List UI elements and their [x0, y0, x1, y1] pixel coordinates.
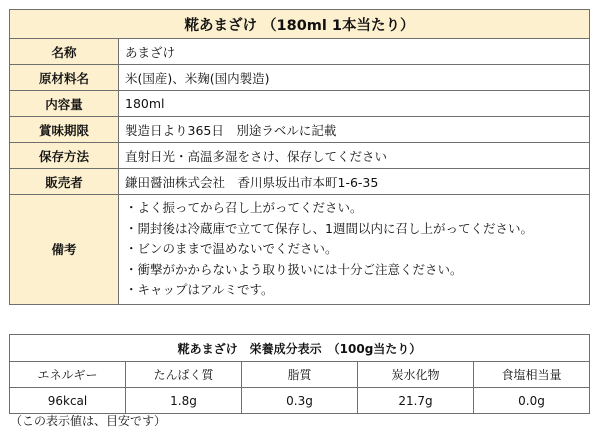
table-row: [10, 195, 590, 305]
nutrition-header-fat: 脂質: [242, 362, 358, 388]
nutrition-header-protein: たんぱく質: [126, 362, 242, 388]
nutrition-table: [9, 334, 590, 414]
table-row: [10, 143, 590, 169]
row-value-storage: 直射日光・高温多湿をさけ、保存してください: [119, 143, 590, 169]
product-info-table: [9, 9, 590, 305]
nutrition-value-fat: 0.3g: [242, 388, 358, 414]
table-row: [10, 91, 590, 117]
note-line: ・ビンのままで温めないでください。: [125, 241, 338, 257]
nutrition-table-title: 糀あまざけ 栄養成分表示 （100g当たり）: [10, 335, 590, 362]
note-line: ・キャップはアルミです。: [125, 282, 274, 298]
note-line: ・開封後は冷蔵庫で立てて保存し、1週間以内に召し上がってください。: [125, 220, 533, 236]
row-label-seller: 販売者: [10, 169, 119, 195]
row-value-seller: 鎌田醤油株式会社 香川県坂出市本町1-6-35: [119, 169, 590, 195]
row-value-name: あまざけ: [119, 39, 590, 65]
table-row: [10, 169, 590, 195]
note-line: ・衝撃がかからないよう取り扱いには十分ご注意ください。: [125, 261, 463, 277]
table-row: [10, 39, 590, 65]
table-row: [10, 65, 590, 91]
row-label-name: 名称: [10, 39, 119, 65]
row-label-volume: 内容量: [10, 91, 119, 117]
notes-list: [119, 195, 590, 305]
table-row: [10, 117, 590, 143]
footnote: （この表示値は、目安です）: [10, 414, 167, 428]
row-value-best-before: 製造日より365日 別途ラベルに記載: [119, 117, 590, 143]
table-row: [10, 388, 590, 414]
nutrition-value-protein: 1.8g: [126, 388, 242, 414]
nutrition-value-salt: 0.0g: [474, 388, 590, 414]
row-label-storage: 保存方法: [10, 143, 119, 169]
nutrition-value-energy: 96kcal: [10, 388, 126, 414]
note-line: ・よく振ってから召し上がってください。: [125, 200, 363, 215]
product-table-title: 糀あまざけ （180ml 1本当たり）: [10, 10, 590, 39]
nutrition-header-energy: エネルギー: [10, 362, 126, 388]
row-label-best-before: 賞味期限: [10, 117, 119, 143]
row-label-notes: 備考: [10, 195, 119, 305]
nutrition-value-carbohydrate: 21.7g: [358, 388, 474, 414]
row-value-ingredients: 米(国産)、米麹(国内製造): [119, 65, 590, 91]
row-label-ingredients: 原材料名: [10, 65, 119, 91]
row-value-volume: 180ml: [119, 91, 590, 117]
table-row: [10, 362, 590, 388]
nutrition-header-salt: 食塩相当量: [474, 362, 590, 388]
nutrition-header-carbohydrate: 炭水化物: [358, 362, 474, 388]
